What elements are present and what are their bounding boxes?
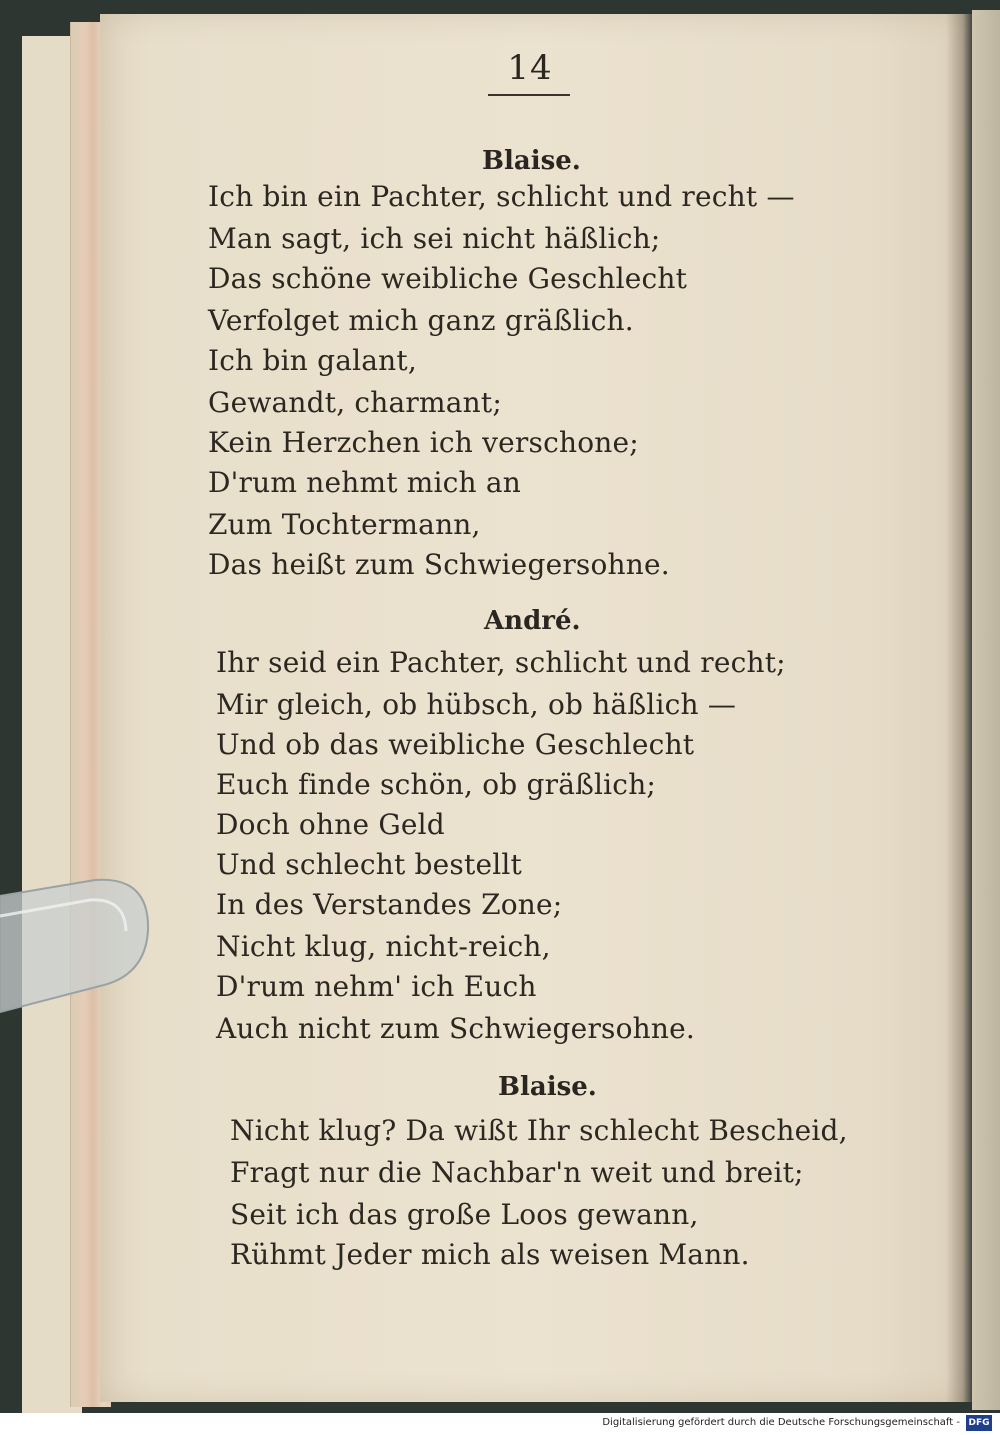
speaker-heading: André. xyxy=(484,606,581,636)
verse-line: Das schöne weibliche Geschlecht xyxy=(208,262,688,295)
verse-line: Mir gleich, ob hübsch, ob häßlich — xyxy=(216,688,737,721)
verse-line: Seit ich das große Loos gewann, xyxy=(230,1198,699,1231)
page-number: 14 xyxy=(507,48,553,88)
dfg-logo-icon: DFG xyxy=(966,1415,992,1431)
page-clip-image xyxy=(0,876,150,1016)
verse-line: Nicht klug, nicht-reich, xyxy=(216,930,551,963)
page-number-rule xyxy=(488,94,570,96)
verse-line: Ich bin ein Pachter, schlicht und recht — xyxy=(208,180,795,213)
speaker-heading: Blaise. xyxy=(482,146,581,176)
footer-bar xyxy=(0,1413,1000,1435)
page-fold-shadow xyxy=(946,14,974,1402)
verse-line: Man sagt, ich sei nicht häßlich; xyxy=(208,222,661,255)
verse-line: Fragt nur die Nachbar'n weit und breit; xyxy=(230,1156,804,1189)
verse-line: Doch ohne Geld xyxy=(216,808,445,841)
verse-line: Rühmt Jeder mich als weisen Mann. xyxy=(230,1238,750,1271)
verse-line: D'rum nehm' ich Euch xyxy=(216,970,537,1003)
verse-line: Kein Herzchen ich verschone; xyxy=(208,426,639,459)
speaker-heading: Blaise. xyxy=(498,1072,597,1102)
verse-line: D'rum nehmt mich an xyxy=(208,466,522,499)
verse-line: Verfolget mich ganz gräßlich. xyxy=(208,304,634,337)
verse-line: Und schlecht bestellt xyxy=(216,848,522,881)
verse-line: Euch finde schön, ob gräßlich; xyxy=(216,768,657,801)
verse-line: Ihr seid ein Pachter, schlicht und recht; xyxy=(216,646,786,679)
verse-line: In des Verstandes Zone; xyxy=(216,888,563,921)
verse-line: Und ob das weibliche Geschlecht xyxy=(216,728,695,761)
verse-line: Das heißt zum Schwiegersohne. xyxy=(208,548,670,581)
next-page-edge xyxy=(972,10,1000,1410)
verse-line: Nicht klug? Da wißt Ihr schlecht Bescheid, xyxy=(230,1114,848,1147)
verse-line: Auch nicht zum Schwiegersohne. xyxy=(216,1012,695,1045)
verse-line: Ich bin galant, xyxy=(208,344,417,377)
verse-line: Zum Tochtermann, xyxy=(208,508,481,541)
funding-note: Digitalisierung gefördert durch die Deutsche Forschungsgemeinschaft - xyxy=(602,1417,960,1428)
verse-line: Gewandt, charmant; xyxy=(208,386,502,419)
